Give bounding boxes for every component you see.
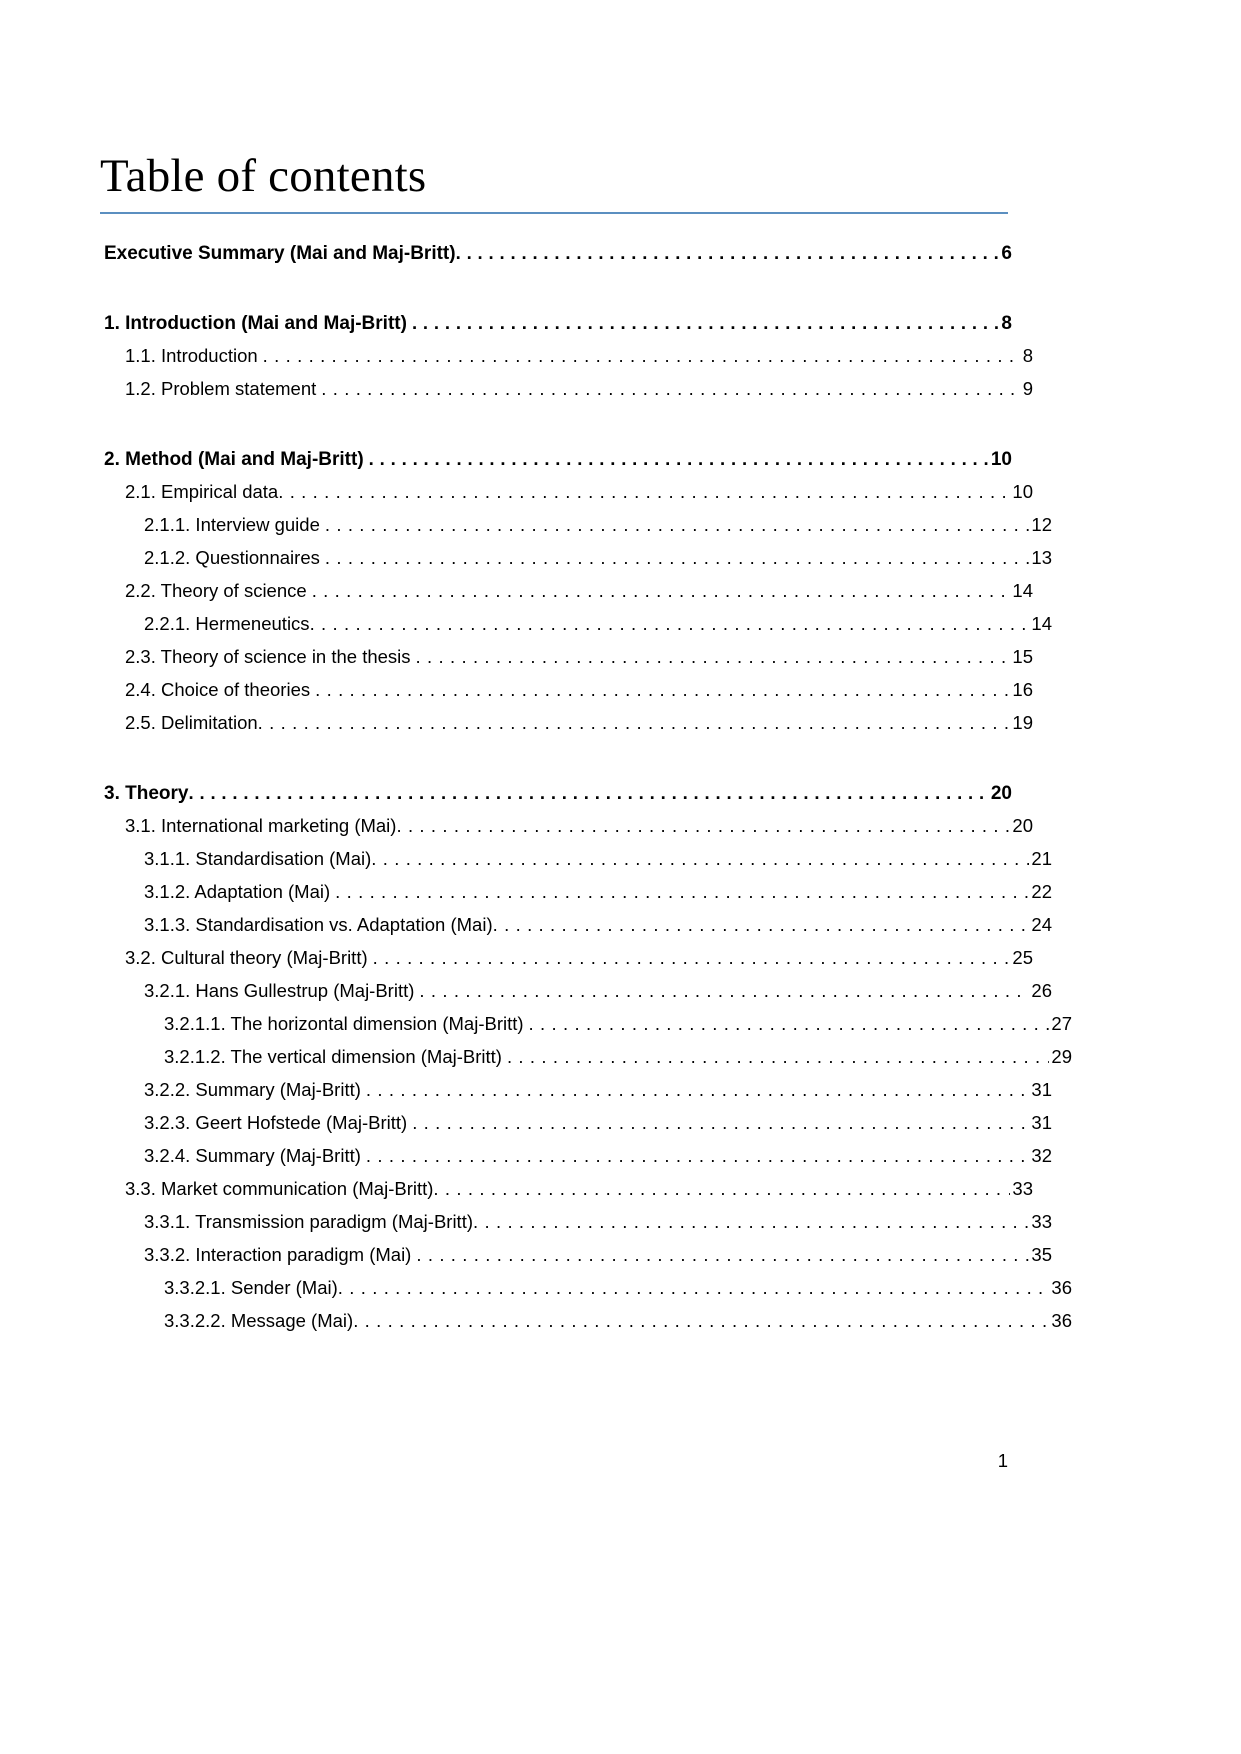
dot-leader <box>278 483 1010 502</box>
dot-leader <box>456 244 998 263</box>
toc-entry-label: 3.2.4. Summary (Maj-Britt) <box>144 1145 361 1167</box>
toc-entry[interactable] <box>100 1015 1072 1048</box>
toc-entry-page-number: 13 <box>1031 547 1052 569</box>
dot-leader <box>263 347 1017 366</box>
toc-entry-label: 3.1.2. Adaptation (Mai) <box>144 881 331 903</box>
toc-entry[interactable] <box>100 450 1012 483</box>
dot-leader <box>366 1147 1030 1166</box>
toc-entry-label: 3.2. Cultural theory (Maj-Britt) <box>125 947 368 969</box>
toc-entry[interactable] <box>100 1246 1052 1279</box>
toc-entry[interactable] <box>100 916 1052 949</box>
toc-entry-page-number: 31 <box>1031 1079 1052 1101</box>
toc-entry-page-number: 10 <box>990 449 1012 471</box>
toc-entry-label: 3.2.1. Hans Gullestrup (Maj-Britt) <box>144 980 415 1002</box>
toc-entry-page-number: 14 <box>1031 613 1052 635</box>
toc-entry-page-number: 6 <box>1001 243 1012 265</box>
toc-entry[interactable] <box>100 582 1033 615</box>
toc-entry-page-number: 16 <box>1012 679 1033 701</box>
dot-leader <box>338 1279 1050 1298</box>
table-of-contents-list <box>100 222 1072 1345</box>
toc-entry-label: 2.1. Empirical data <box>125 481 279 503</box>
toc-entry-page-number: 19 <box>1012 712 1033 734</box>
toc-entry-page-number: 12 <box>1031 514 1052 536</box>
toc-entry[interactable] <box>100 347 1033 380</box>
toc-entry-page-number: 9 <box>1022 378 1033 400</box>
toc-entry-page-number: 22 <box>1031 881 1052 903</box>
dot-leader <box>396 817 1010 836</box>
toc-entry-page-number: 29 <box>1051 1046 1072 1068</box>
toc-entry[interactable] <box>100 1213 1052 1246</box>
dot-leader <box>315 681 1010 700</box>
toc-entry[interactable] <box>100 883 1052 916</box>
toc-entry-label: 3.3. Market communication (Maj-Britt) <box>125 1178 434 1200</box>
toc-entry-page-number: 36 <box>1051 1277 1072 1299</box>
toc-entry-page-number: 20 <box>990 783 1012 805</box>
toc-entry-page-number: 36 <box>1051 1310 1072 1332</box>
toc-entry[interactable] <box>100 549 1052 582</box>
toc-entry-page-number: 8 <box>1001 313 1012 335</box>
dot-leader <box>325 549 1030 568</box>
toc-entry-label: 2.5. Delimitation <box>125 712 258 734</box>
toc-entry-label: 1.1. Introduction <box>125 345 258 367</box>
page-content <box>100 0 1072 1345</box>
toc-entry-label: 2.4. Choice of theories <box>125 679 311 701</box>
toc-entry-page-number: 32 <box>1031 1145 1052 1167</box>
toc-entry[interactable] <box>100 982 1052 1015</box>
toc-entry-label: 3.3.2.1. Sender (Mai) <box>164 1277 338 1299</box>
toc-entry[interactable] <box>100 244 1012 277</box>
toc-entry[interactable] <box>100 314 1012 347</box>
toc-entry-label: 3.3.1. Transmission paradigm (Maj-Britt) <box>144 1211 473 1233</box>
dot-leader <box>416 648 1011 667</box>
dot-leader <box>258 714 1011 733</box>
toc-entry-label: 1. Introduction (Mai and Maj-Britt) <box>104 313 407 335</box>
toc-entry[interactable] <box>100 615 1052 648</box>
dot-leader <box>529 1015 1050 1034</box>
toc-entry[interactable] <box>100 516 1052 549</box>
dot-leader <box>188 784 990 803</box>
toc-entry[interactable] <box>100 1081 1052 1114</box>
page-title: Table of contents <box>100 150 427 202</box>
toc-entry-label: 3.3.2.2. Message (Mai) <box>164 1310 354 1332</box>
toc-entry-label: 3. Theory <box>104 783 189 805</box>
dot-leader <box>369 450 991 469</box>
toc-entry[interactable] <box>100 1048 1072 1081</box>
toc-entry[interactable] <box>100 380 1033 413</box>
toc-entry-label: 2. Method (Mai and Maj-Britt) <box>104 449 364 471</box>
toc-entry-label: 3.1.1. Standardisation (Mai) <box>144 848 372 870</box>
toc-entry-label: 2.2.1. Hermeneutics <box>144 613 310 635</box>
dot-leader <box>373 949 1011 968</box>
toc-entry-page-number: 14 <box>1012 580 1033 602</box>
toc-entry-label: 2.3. Theory of science in the thesis <box>125 646 411 668</box>
dot-leader <box>493 916 1030 935</box>
footer-page-number: 1 <box>997 1450 1008 1471</box>
toc-entry[interactable] <box>100 714 1033 747</box>
dot-leader <box>371 850 1029 869</box>
toc-entry-label: 3.2.2. Summary (Maj-Britt) <box>144 1079 361 1101</box>
toc-entry-page-number: 27 <box>1051 1013 1072 1035</box>
toc-entry-label: 3.2.1.2. The vertical dimension (Maj-Britt) <box>164 1046 502 1068</box>
toc-entry[interactable] <box>100 1312 1072 1345</box>
dot-leader <box>335 883 1029 902</box>
toc-entry-label: 2.1.1. Interview guide <box>144 514 320 536</box>
dot-leader <box>321 380 1017 399</box>
toc-entry[interactable] <box>100 1279 1072 1312</box>
toc-entry-label: 3.2.1.1. The horizontal dimension (Maj-Britt) <box>164 1013 524 1035</box>
dot-leader <box>412 1114 1029 1133</box>
toc-entry[interactable] <box>100 949 1033 982</box>
toc-entry-label: 2.2. Theory of science <box>125 580 307 602</box>
toc-entry-page-number: 25 <box>1012 947 1033 969</box>
toc-entry-page-number: 10 <box>1012 481 1033 503</box>
toc-entry-page-number: 15 <box>1012 646 1033 668</box>
toc-entry-page-number: 33 <box>1031 1211 1052 1233</box>
dot-leader <box>353 1312 1049 1331</box>
toc-entry[interactable] <box>100 681 1033 714</box>
toc-entry-label: 3.1.3. Standardisation vs. Adaptation (Mai) <box>144 914 493 936</box>
toc-entry-label: 3.2.3. Geert Hofstede (Maj-Britt) <box>144 1112 408 1134</box>
toc-entry-label: 3.3.2. Interaction paradigm (Mai) <box>144 1244 412 1266</box>
dot-leader <box>507 1048 1049 1067</box>
dot-leader <box>325 516 1030 535</box>
dot-leader <box>473 1213 1029 1232</box>
dot-leader <box>310 615 1030 634</box>
dot-leader <box>433 1180 1010 1199</box>
dot-leader <box>312 582 1011 601</box>
dot-leader <box>419 982 1029 1001</box>
toc-entry-label: 2.1.2. Questionnaires <box>144 547 320 569</box>
toc-entry[interactable] <box>100 817 1033 850</box>
toc-entry-page-number: 31 <box>1031 1112 1052 1134</box>
toc-entry-label: 1.2. Problem statement <box>125 378 317 400</box>
dot-leader <box>416 1246 1029 1265</box>
toc-entry-page-number: 33 <box>1012 1178 1033 1200</box>
toc-entry-page-number: 20 <box>1012 815 1033 837</box>
toc-entry[interactable] <box>100 1180 1033 1213</box>
toc-entry-page-number: 24 <box>1031 914 1052 936</box>
title-divider <box>100 212 1008 214</box>
toc-entry-label: 3.1. International marketing (Mai) <box>125 815 397 837</box>
toc-entry[interactable] <box>100 1147 1052 1180</box>
toc-entry[interactable] <box>100 1114 1052 1147</box>
toc-entry[interactable] <box>100 784 1012 817</box>
toc-entry[interactable] <box>100 483 1033 516</box>
toc-entry-page-number: 8 <box>1022 345 1033 367</box>
dot-leader <box>366 1081 1030 1100</box>
toc-entry-page-number: 21 <box>1031 848 1052 870</box>
toc-entry[interactable] <box>100 648 1033 681</box>
toc-entry-page-number: 35 <box>1031 1244 1052 1266</box>
dot-leader <box>412 314 998 333</box>
toc-entry[interactable] <box>100 850 1052 883</box>
toc-entry-label: Executive Summary (Mai and Maj-Britt) <box>104 243 456 265</box>
toc-entry-page-number: 26 <box>1031 980 1052 1002</box>
